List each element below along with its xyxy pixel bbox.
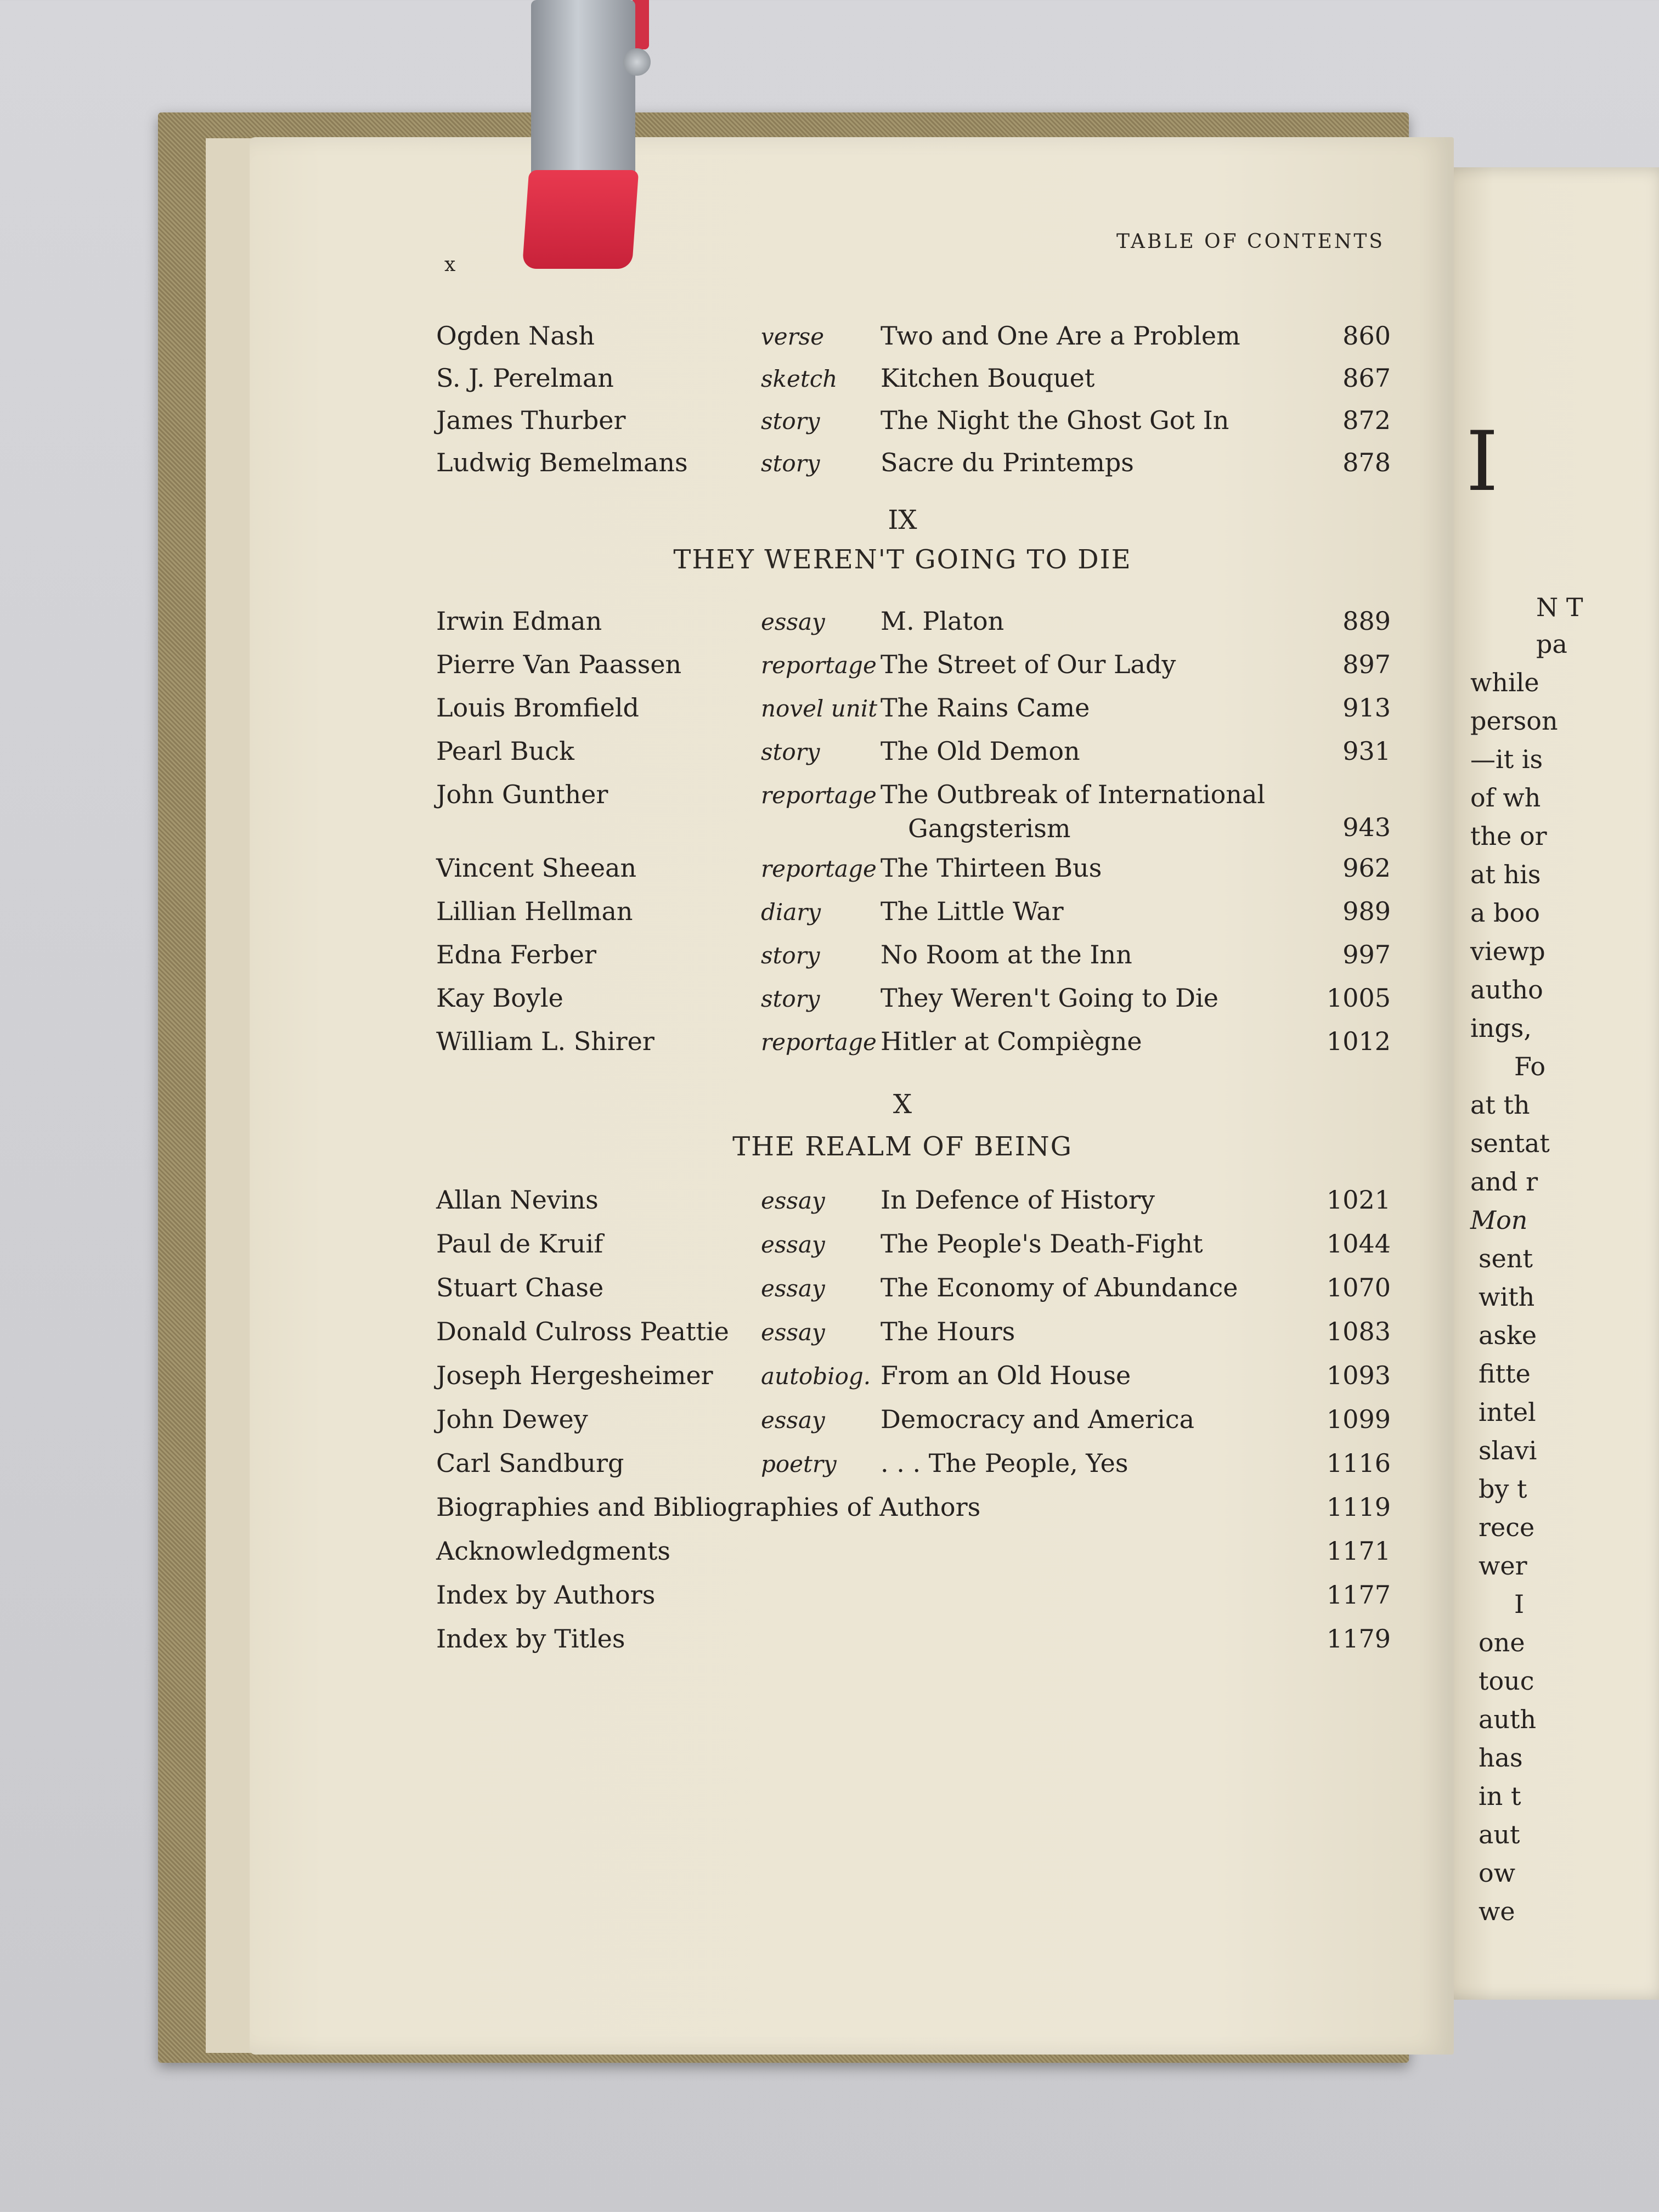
entry-author: Lillian Hellman (436, 896, 633, 926)
entry-genre: poetry (761, 1451, 837, 1477)
entry-author: Paul de Kruif (436, 1229, 603, 1259)
facing-line: pa (1536, 629, 1567, 659)
page-folio: x (444, 253, 456, 276)
facing-line: N T (1536, 592, 1583, 622)
entry-page: 1179 (1326, 1624, 1391, 1654)
entry-author: S. J. Perelman (436, 363, 614, 393)
back-matter-label: Index by Authors (436, 1580, 656, 1610)
entry-title: Democracy and America (881, 1404, 1195, 1434)
entry-page: 1171 (1326, 1536, 1391, 1566)
entry-page: 889 (1342, 606, 1391, 636)
entry-genre: essay (761, 1319, 825, 1346)
entry-title: The Street of Our Lady (881, 650, 1176, 679)
entry-author: Joseph Hergesheimer (436, 1361, 713, 1390)
facing-line: Fo (1514, 1052, 1546, 1081)
entry-page: 943 (1342, 812, 1391, 842)
entry-title: The Little War (881, 896, 1064, 926)
entry-title: The Night the Ghost Got In (881, 405, 1229, 435)
facing-line: and r (1470, 1167, 1538, 1197)
entry-title: The Rains Came (881, 693, 1090, 723)
entry-genre: novel unit (761, 695, 878, 722)
back-matter-label: Index by Titles (436, 1624, 625, 1654)
entry-title: Hitler at Compiègne (881, 1026, 1142, 1056)
entry-author: Allan Nevins (436, 1185, 599, 1215)
entry-genre: essay (761, 608, 825, 635)
facing-line: touc (1479, 1666, 1534, 1696)
entry-genre: story (761, 942, 820, 969)
entry-title: M. Platon (881, 606, 1005, 636)
entry-author: William L. Shirer (436, 1026, 654, 1056)
facing-line: —it is (1470, 744, 1543, 774)
entry-author: Irwin Edman (436, 606, 602, 636)
entry-author: Carl Sandburg (436, 1448, 624, 1478)
facing-line: of wh (1470, 783, 1541, 812)
entry-page: 1093 (1326, 1361, 1391, 1390)
entry-title: The Economy of Abundance (881, 1273, 1238, 1302)
entry-page: 997 (1342, 940, 1391, 969)
entry-author: Kay Boyle (436, 983, 563, 1013)
entry-page: 1116 (1326, 1448, 1391, 1478)
facing-line: Mon (1470, 1205, 1528, 1235)
page-clamp (526, 0, 653, 272)
facing-line: at th (1470, 1090, 1530, 1120)
entry-author: Donald Culross Peattie (436, 1317, 729, 1346)
facing-line: intel (1479, 1397, 1536, 1427)
entry-title: . . . The People, Yes (881, 1448, 1128, 1478)
section-numeral: X (893, 1089, 912, 1120)
facing-line: sentat (1470, 1128, 1550, 1158)
entry-page: 989 (1342, 896, 1391, 926)
facing-line: I (1514, 1589, 1525, 1619)
entry-page: 878 (1342, 448, 1391, 477)
facing-line: sent (1479, 1244, 1533, 1273)
facing-line: fitte (1479, 1359, 1531, 1389)
entry-page: 1099 (1326, 1404, 1391, 1434)
facing-line: the or (1470, 821, 1547, 851)
entry-genre: reportage (761, 1029, 877, 1056)
entry-title: From an Old House (881, 1361, 1131, 1390)
facing-line: person (1470, 706, 1558, 736)
entry-genre: autobiog. (761, 1363, 871, 1390)
facing-line: aut (1479, 1820, 1520, 1849)
facing-line: wer (1479, 1551, 1527, 1581)
entry-page: 1005 (1326, 983, 1391, 1013)
entry-author: Pearl Buck (436, 736, 574, 766)
entry-genre: diary (761, 899, 821, 926)
entry-page: 1021 (1326, 1185, 1391, 1215)
entry-author: Vincent Sheean (436, 853, 637, 883)
clamp-pivot (623, 48, 651, 76)
facing-line: in t (1479, 1781, 1521, 1811)
entry-genre: story (761, 408, 820, 435)
entry-title: The Outbreak of International (881, 780, 1266, 809)
entry-page: 897 (1342, 650, 1391, 679)
section-title: THEY WEREN'T GOING TO DIE (673, 544, 1132, 575)
facing-line: autho (1470, 975, 1543, 1005)
entry-title: Two and One Are a Problem (881, 321, 1240, 351)
facing-line: we (1479, 1897, 1515, 1926)
facing-line: a boo (1470, 898, 1540, 928)
entry-title: The Thirteen Bus (881, 853, 1102, 883)
entry-page: 867 (1342, 363, 1391, 393)
section-title: THE REALM OF BEING (732, 1131, 1073, 1162)
entry-author: Ogden Nash (436, 321, 595, 351)
facing-line: while (1470, 668, 1539, 697)
entry-genre: sketch (761, 365, 838, 392)
facing-page (1454, 167, 1659, 2000)
facing-line: with (1479, 1282, 1535, 1312)
entry-genre: essay (761, 1231, 825, 1258)
entry-genre: story (761, 738, 820, 765)
section-numeral: IX (888, 505, 917, 535)
facing-line: one (1479, 1628, 1525, 1657)
entry-genre: story (761, 450, 820, 477)
drop-cap: I (1466, 414, 1499, 510)
entry-page: 1044 (1326, 1229, 1391, 1259)
entry-author: John Gunther (436, 780, 608, 809)
facing-line: aske (1479, 1321, 1537, 1350)
entry-author: Ludwig Bemelmans (436, 448, 688, 477)
entry-page: 931 (1342, 736, 1391, 766)
entry-author: John Dewey (436, 1404, 588, 1434)
clamp-body (531, 0, 635, 192)
facing-line: viewp (1470, 936, 1545, 966)
facing-line: auth (1479, 1705, 1537, 1734)
entry-page: 1070 (1326, 1273, 1391, 1302)
entry-genre: verse (761, 323, 825, 350)
entry-genre: essay (761, 1187, 825, 1214)
entry-page: 1177 (1326, 1580, 1391, 1610)
toc-entry (436, 448, 1391, 514)
entry-title: The Hours (881, 1317, 1015, 1346)
entry-author: James Thurber (436, 405, 626, 435)
entry-author: Louis Bromfield (436, 693, 639, 723)
entry-page: 860 (1342, 321, 1391, 351)
toc-entry (436, 780, 1391, 856)
facing-line: ow (1479, 1858, 1516, 1888)
facing-line: has (1479, 1743, 1523, 1773)
entry-genre: essay (761, 1275, 825, 1302)
entry-genre: essay (761, 1407, 825, 1434)
toc-entry (436, 1026, 1391, 1092)
entry-author: Edna Ferber (436, 940, 596, 969)
back-matter-label: Biographies and Bibliographies of Authors (436, 1492, 981, 1522)
back-matter-label: Acknowledgments (436, 1536, 670, 1566)
entry-page: 962 (1342, 853, 1391, 883)
entry-page: 1119 (1326, 1492, 1391, 1522)
entry-title: The People's Death-Fight (881, 1229, 1203, 1259)
running-head: TABLE OF CONTENTS (1116, 230, 1385, 253)
facing-line: ings, (1470, 1013, 1532, 1043)
entry-title-continued: Gangsterism (908, 814, 1071, 843)
entry-page: 872 (1342, 405, 1391, 435)
entry-author: Pierre Van Paassen (436, 650, 682, 679)
entry-title: In Defence of History (881, 1185, 1155, 1215)
facing-line: slavi (1479, 1436, 1537, 1465)
entry-page: 1083 (1326, 1317, 1391, 1346)
entry-title: Kitchen Bouquet (881, 363, 1095, 393)
entry-genre: reportage (761, 652, 877, 679)
entry-title: The Old Demon (881, 736, 1080, 766)
entry-genre: reportage (761, 782, 877, 809)
facing-line: at his (1470, 860, 1541, 889)
entry-title: No Room at the Inn (881, 940, 1132, 969)
clamp-tip (522, 170, 639, 269)
entry-page: 913 (1342, 693, 1391, 723)
entry-title: Sacre du Printemps (881, 448, 1134, 477)
entry-page: 1012 (1326, 1026, 1391, 1056)
entry-genre: reportage (761, 855, 877, 882)
facing-line: rece (1479, 1513, 1535, 1542)
facing-line: by t (1479, 1474, 1527, 1504)
entry-genre: story (761, 985, 820, 1012)
entry-author: Stuart Chase (436, 1273, 604, 1302)
entry-title: They Weren't Going to Die (881, 983, 1218, 1013)
